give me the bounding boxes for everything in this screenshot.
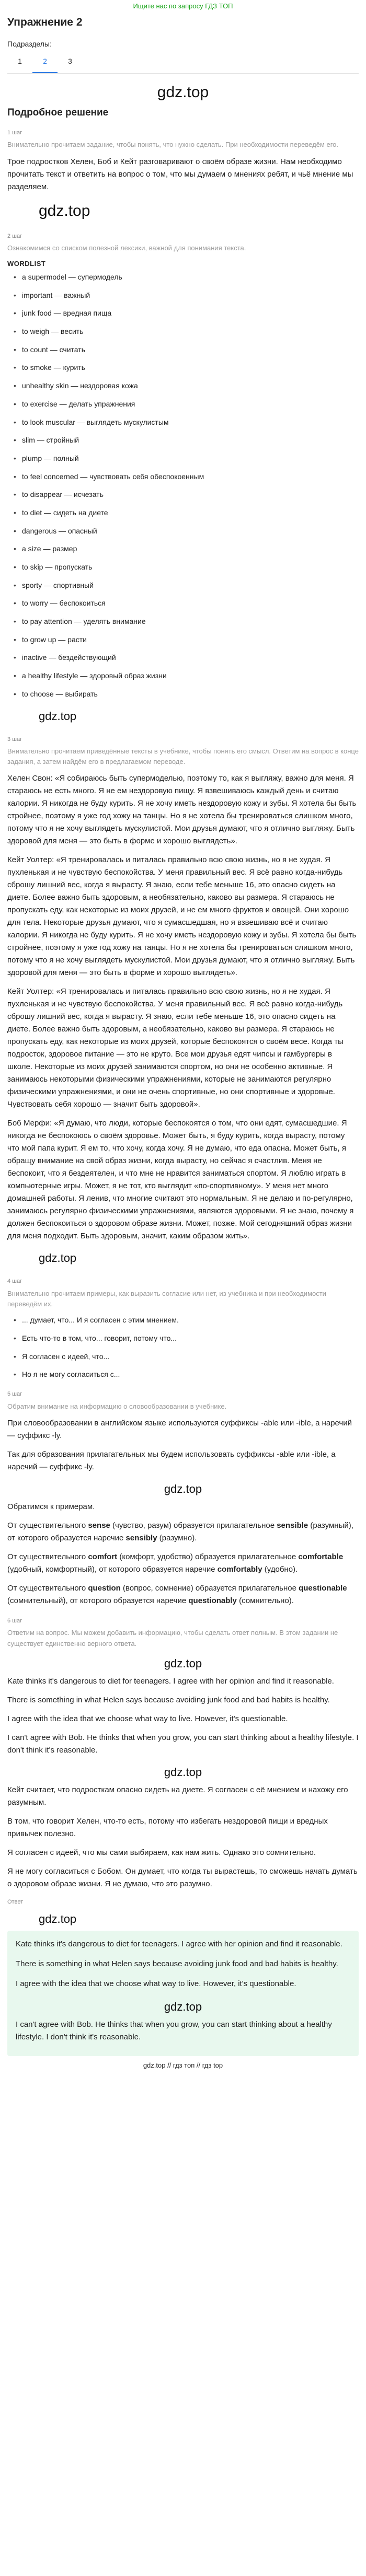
rule-text: (комфорт, удобство) образуется прилагательное: [117, 1552, 299, 1561]
watermark: gdz.top: [164, 1765, 202, 1779]
wordlist-title: WORDLIST: [7, 260, 46, 268]
word-formation-rule: [7, 1582, 359, 1607]
answer-box: [7, 1931, 359, 2056]
wordlist-item: • to smoke — курить: [22, 362, 359, 374]
rule-text: (чувство, разум) образуется прилагательное: [110, 1521, 277, 1530]
wordlist-item: • plump — полный: [22, 453, 359, 465]
answer-box-paragraph: I agree with the idea that we choose what way to live. However, it's questionable.: [16, 1979, 296, 1989]
rule-adjective: questionable: [299, 1583, 347, 1593]
answer-box-paragraph: There is something in what Helen says because avoiding junk food and bad habits is healthy.: [16, 1959, 338, 1969]
watermark: gdz.top: [39, 1251, 77, 1265]
rule-text: (разумно).: [157, 1533, 197, 1542]
page-content: [0, 16, 366, 2079]
answer-paragraph: Kate thinks it's dangerous to diet for teenagers. I agree with her opinion and find it reasonable.: [7, 1676, 334, 1686]
text-paragraph: Кейт Уолтер: «Я тренировалась и питалась правильно всю свою жизнь, но я не худая. Я пухленькая и не чувствую беспокойства. У меня правильный вес. Я всё равно когда-нибудь сброшу лишний вес, когда я вырасту. Я знаю, если тебе меньше 16, это опасно сидеть на диете. Более важно быть здоровым, а необязательно, каково вы размера. Я стараюсь не пропускать еду, как некоторые из моих друзей, которые беспокоятся о своём весе. Когда ты подросток, здоровое питание — это не круто. Все мои друзья едят чипсы и гамбургеры в школе. Некоторые из моих друзей занимаются спортом, но они не особенно активные. Я занимаюсь некоторыми физическими упражнениями, которые не занимаются регулярно физическими упражнениями, и они не очень спортивные, но они спортивные и здоровые. Чувствовать себя хорошо — значит быть здоровой».: [7, 987, 344, 1109]
wordlist-item: • a size — размер: [22, 543, 359, 555]
wordlist-item: • junk food — вредная пища: [22, 308, 359, 319]
answer-box-paragraph: Kate thinks it's dangerous to diet for teenagers. I agree with her opinion and find it reasonable.: [16, 1940, 342, 1949]
step-hint: Внимательно прочитаем приведённые тексты в учебнике, чтобы понять его смысл. Ответим на вопрос в конце задания, а затем найдём его в предлагаемом переводе.: [7, 747, 359, 766]
answer-paragraph: Кейт считает, что подросткам опасно сидеть на диете. Я согласен с её мнением и нахожу его разумным.: [7, 1785, 348, 1807]
wordlist-item: • inactive — бездействующий: [22, 652, 359, 664]
watermark: gdz.top: [39, 202, 90, 219]
wordlist-item: • slim — стройный: [22, 435, 359, 446]
text-paragraph: Боб Мерфи: «Я думаю, что люди, которые беспокоятся о том, что они едят, сумасшедшие. Я никогда не беспокоюсь о своём здоровье. Может быть, я буду курить, когда вырасту, потому что мой папа курит. Я ем то, что хочу, когда хочу. Я не думаю, что еда опасна. Может быть, я обращу внимание на свой образ жизни, когда вырасту, но сейчас я счастлив. Меня не беспокоит, что я бездеятелен, и что мне не нравится заниматься спортом. Я люблю играть в компьютерные игры. Может, я не тот, кто выглядит «по-спортивному». У меня нет много домашней работы. Я ленив, что многие считают это нормальным. Я не делаю и по-регулярно, занимаюсь регулярно физическими упражнениями, являются здоровыми. Я не знаю, почему я должен беспокоиться о здоровом образе жизни. Может, позже. Мой сегодняшний образ жизни для меня подходит. Быть здоровым, значит, каким образом жить».: [7, 1119, 354, 1241]
step-label: 1 шаг: [7, 129, 22, 136]
step-label: 4 шаг: [7, 1278, 22, 1285]
step-hint: Внимательно прочитаем примеры, как выразить согласие или нет, из учебника и при необходимости переведём их.: [7, 1290, 326, 1308]
watermark: gdz.top: [164, 1482, 202, 1495]
phrase-item: • Есть что-то в том, что... говорит, потому что...: [22, 1333, 359, 1344]
step-label: 5 шаг: [7, 1391, 22, 1398]
wordlist-item: • important — важный: [22, 290, 359, 301]
step-text: Трое подростков Хелен, Боб и Кейт разговаривают о своём образе жизни. Нам необходимо прочитать текст и ответить на вопрос о том, что мы думаем о мнениях ребят, и чьё мнение мы разделяем.: [7, 157, 353, 191]
wordlist-item: • to pay attention — уделять внимание: [22, 616, 359, 628]
wordlist-item: • to count — считать: [22, 344, 359, 356]
wordlist-item: • to worry — беспокоиться: [22, 598, 359, 609]
step-label: 3 шаг: [7, 736, 22, 742]
rule-adverb: sensibly: [125, 1533, 157, 1542]
watermark: gdz.top: [164, 2000, 202, 2014]
step-hint: Внимательно прочитаем задание, чтобы понять, что нужно сделать. При необходимости переведём его.: [7, 141, 338, 149]
answer-paragraph: There is something in what Helen says because avoiding junk food and bad habits is healthy.: [7, 1695, 330, 1704]
wordlist-item: • to feel concerned — чувствовать себя обеспокоенным: [22, 471, 359, 483]
step-hint: Ознакомимся со списком полезной лексики, важной для понимания текста.: [7, 244, 246, 252]
phrase-list: [7, 1315, 359, 1380]
wordlist-item: • to choose — выбирать: [22, 689, 359, 700]
text-paragraph: Хелен Свон: «Я собираюсь быть супермоделью, поэтому то, как я выгляжу, важно для меня. Я стараюсь не есть много. Я не ем нездоровую пищу. Я взвешиваюсь каждый день и считаю калории. Я никогда не буду курить. Я не хочу иметь нездоровую кожу и зубы. Я хотела бы быть стройнее, поэтому я уже год хожу на танцы. Но я не хотела бы тренироваться слишком много, потому что я не хочу выглядеть мускулистой. Мои друзья думают, что я отлично выгляжу. Быть здоровой для меня — это быть в форме и хорошо выглядеть».: [7, 774, 357, 846]
wordlist-item: • to weigh — весить: [22, 326, 359, 338]
tab-2[interactable]: 2: [32, 53, 58, 73]
rule-adverb: comfortably: [217, 1564, 262, 1574]
rule-text: (сомнительный), от которого образуется наречие: [7, 1596, 189, 1605]
wordlist-item: • sporty — спортивный: [22, 580, 359, 591]
phrase-item: • Я согласен с идеей, что...: [22, 1351, 359, 1363]
rule-text: (вопрос, сомнение) образуется прилагательное: [120, 1583, 299, 1593]
phrase-item: • ... думает, что... И я согласен с этим мнением.: [22, 1315, 359, 1326]
rule-text: От существительного: [7, 1583, 88, 1593]
wordlist-item: • dangerous — опасный: [22, 526, 359, 537]
subsections-label: Подразделы:: [7, 40, 52, 49]
step-label: 6 шаг: [7, 1617, 22, 1624]
rule-text: (удобный, комфортный), от которого образуется наречие: [7, 1564, 218, 1574]
rule-adjective: comfortable: [298, 1552, 344, 1561]
answer-paragraph: Я согласен с идеей, что мы сами выбираем, как нам жить. Однако это сомнительно.: [7, 1848, 316, 1857]
word-formation-rule: [7, 1551, 359, 1576]
rule-adverb: questionably: [188, 1596, 237, 1605]
answer-label: Ответ: [7, 1898, 24, 1905]
wordlist: [7, 272, 359, 700]
wordlist-item: • to grow up — расти: [22, 634, 359, 646]
wordlist-item: • to disappear — исчезать: [22, 489, 359, 501]
wordlist-item: • a supermodel — супермодель: [22, 272, 359, 283]
step-text: При словообразовании в английском языке используются суффиксы -able или -ible, а наречий — суффикс -ly.: [7, 1418, 352, 1440]
answer-paragraph: I can't agree with Bob. He thinks that when you grow, you can start thinking about a healthy lifestyle. I don't think it's reasonable.: [7, 1733, 359, 1755]
rule-adjective: sensible: [277, 1521, 308, 1530]
wordlist-item: • to exercise — делать упражнения: [22, 399, 359, 410]
answer-box-paragraph: I can't agree with Bob. He thinks that when you grow, you can start thinking about a healthy lifestyle. I don't think it's reasonable.: [16, 2020, 332, 2042]
promo-banner[interactable]: Ищите нас по запросу ГДЗ ТОП: [133, 2, 233, 10]
solution-heading: Подробное решение: [7, 107, 109, 118]
rule-text: От существительного: [7, 1521, 88, 1530]
wordlist-item: • to diet — сидеть на диете: [22, 507, 359, 519]
rule-text: (разумный), от которого образуется наречие: [7, 1521, 353, 1542]
watermark: gdz.top: [39, 1912, 77, 1926]
wordlist-item: • unhealthy skin — нездоровая кожа: [22, 380, 359, 392]
step-text: Обратимся к примерам.: [7, 1502, 95, 1511]
footer-links[interactable]: gdz.top // гдз топ // гдз top: [143, 2061, 223, 2070]
wordlist-item: • to skip — пропускать: [22, 562, 359, 573]
subsection-tabs: [7, 53, 359, 74]
answer-paragraph: В том, что говорит Хелен, что-то есть, потому что избегать нездоровой пищи и вредных привычек полезно.: [7, 1816, 328, 1838]
word-formation-rule: [7, 1519, 359, 1545]
step-hint: Обратим внимание на информацию о словообразовании в учебнике.: [7, 1402, 227, 1410]
step-text: Так для образования прилагательных мы будем использовать суффиксы -able или -ible, а наречий — суффикс -ly.: [7, 1449, 336, 1471]
watermark: gdz.top: [39, 709, 77, 723]
rule-noun: comfort: [88, 1552, 118, 1561]
watermark: gdz.top: [164, 1656, 202, 1670]
rule-text: (сомнительно).: [236, 1596, 294, 1605]
answer-paragraph: Я не могу согласиться с Бобом. Он думает, что когда ты вырастешь, то сможешь начать думать о здоровом образе жизни. Я не думаю, что это разумно.: [7, 1866, 358, 1888]
tab-1[interactable]: 1: [18, 56, 22, 65]
rule-noun: sense: [88, 1521, 110, 1530]
rule-text: От существительного: [7, 1552, 88, 1561]
step-hint: Ответим на вопрос. Мы можем добавить информацию, чтобы сделать ответ полным. В этом задании не существует единственно верного ответа.: [7, 1629, 338, 1647]
page-title: Упражнение 2: [7, 16, 83, 28]
rule-noun: question: [88, 1583, 121, 1593]
rule-text: (удобно).: [262, 1564, 298, 1574]
wordlist-item: • to look muscular — выглядеть мускулистым: [22, 417, 359, 428]
phrase-item: • Но я не могу согласиться с...: [22, 1369, 359, 1380]
wordlist-item: • a healthy lifestyle — здоровый образ жизни: [22, 670, 359, 682]
watermark: gdz.top: [157, 83, 209, 101]
answer-paragraph: I agree with the idea that we choose what way to live. However, it's questionable.: [7, 1714, 288, 1723]
text-paragraph: Кейт Уолтер: «Я тренировалась и питалась правильно всю свою жизнь, но я не худая. Я пухленькая и не чувствую беспокойства. У меня правильный вес. Я всё равно когда-нибудь сброшу лишний вес, когда я вырасту. Я знаю, если тебе меньше 16, это опасно сидеть на диете. Более важно быть здоровым, а необязательно, каково вы размера. Я стараюсь не пропускать еду, как некоторые из моих друзей, и не ем много фруктов и овощей. Они хорошо для тела. Некоторые друзья думают, что я сумасшедшая, но я взвешиваю всё и считаю калории. Я никогда не буду курить. Я не хочу иметь нездоровую кожу и зубы. Я хотела бы быть стройнее, поэтому я уже год хожу на танцы. Но я не хотела бы тренироваться слишком много, потому что я не хочу выглядеть мускулистой. Мои друзья думают, что я отлично выгляжу. Быть здоровой для меня — это быть в форме и хорошо выглядеть».: [7, 855, 357, 978]
step-label: 2 шаг: [7, 233, 22, 239]
tab-3[interactable]: 3: [68, 56, 72, 65]
